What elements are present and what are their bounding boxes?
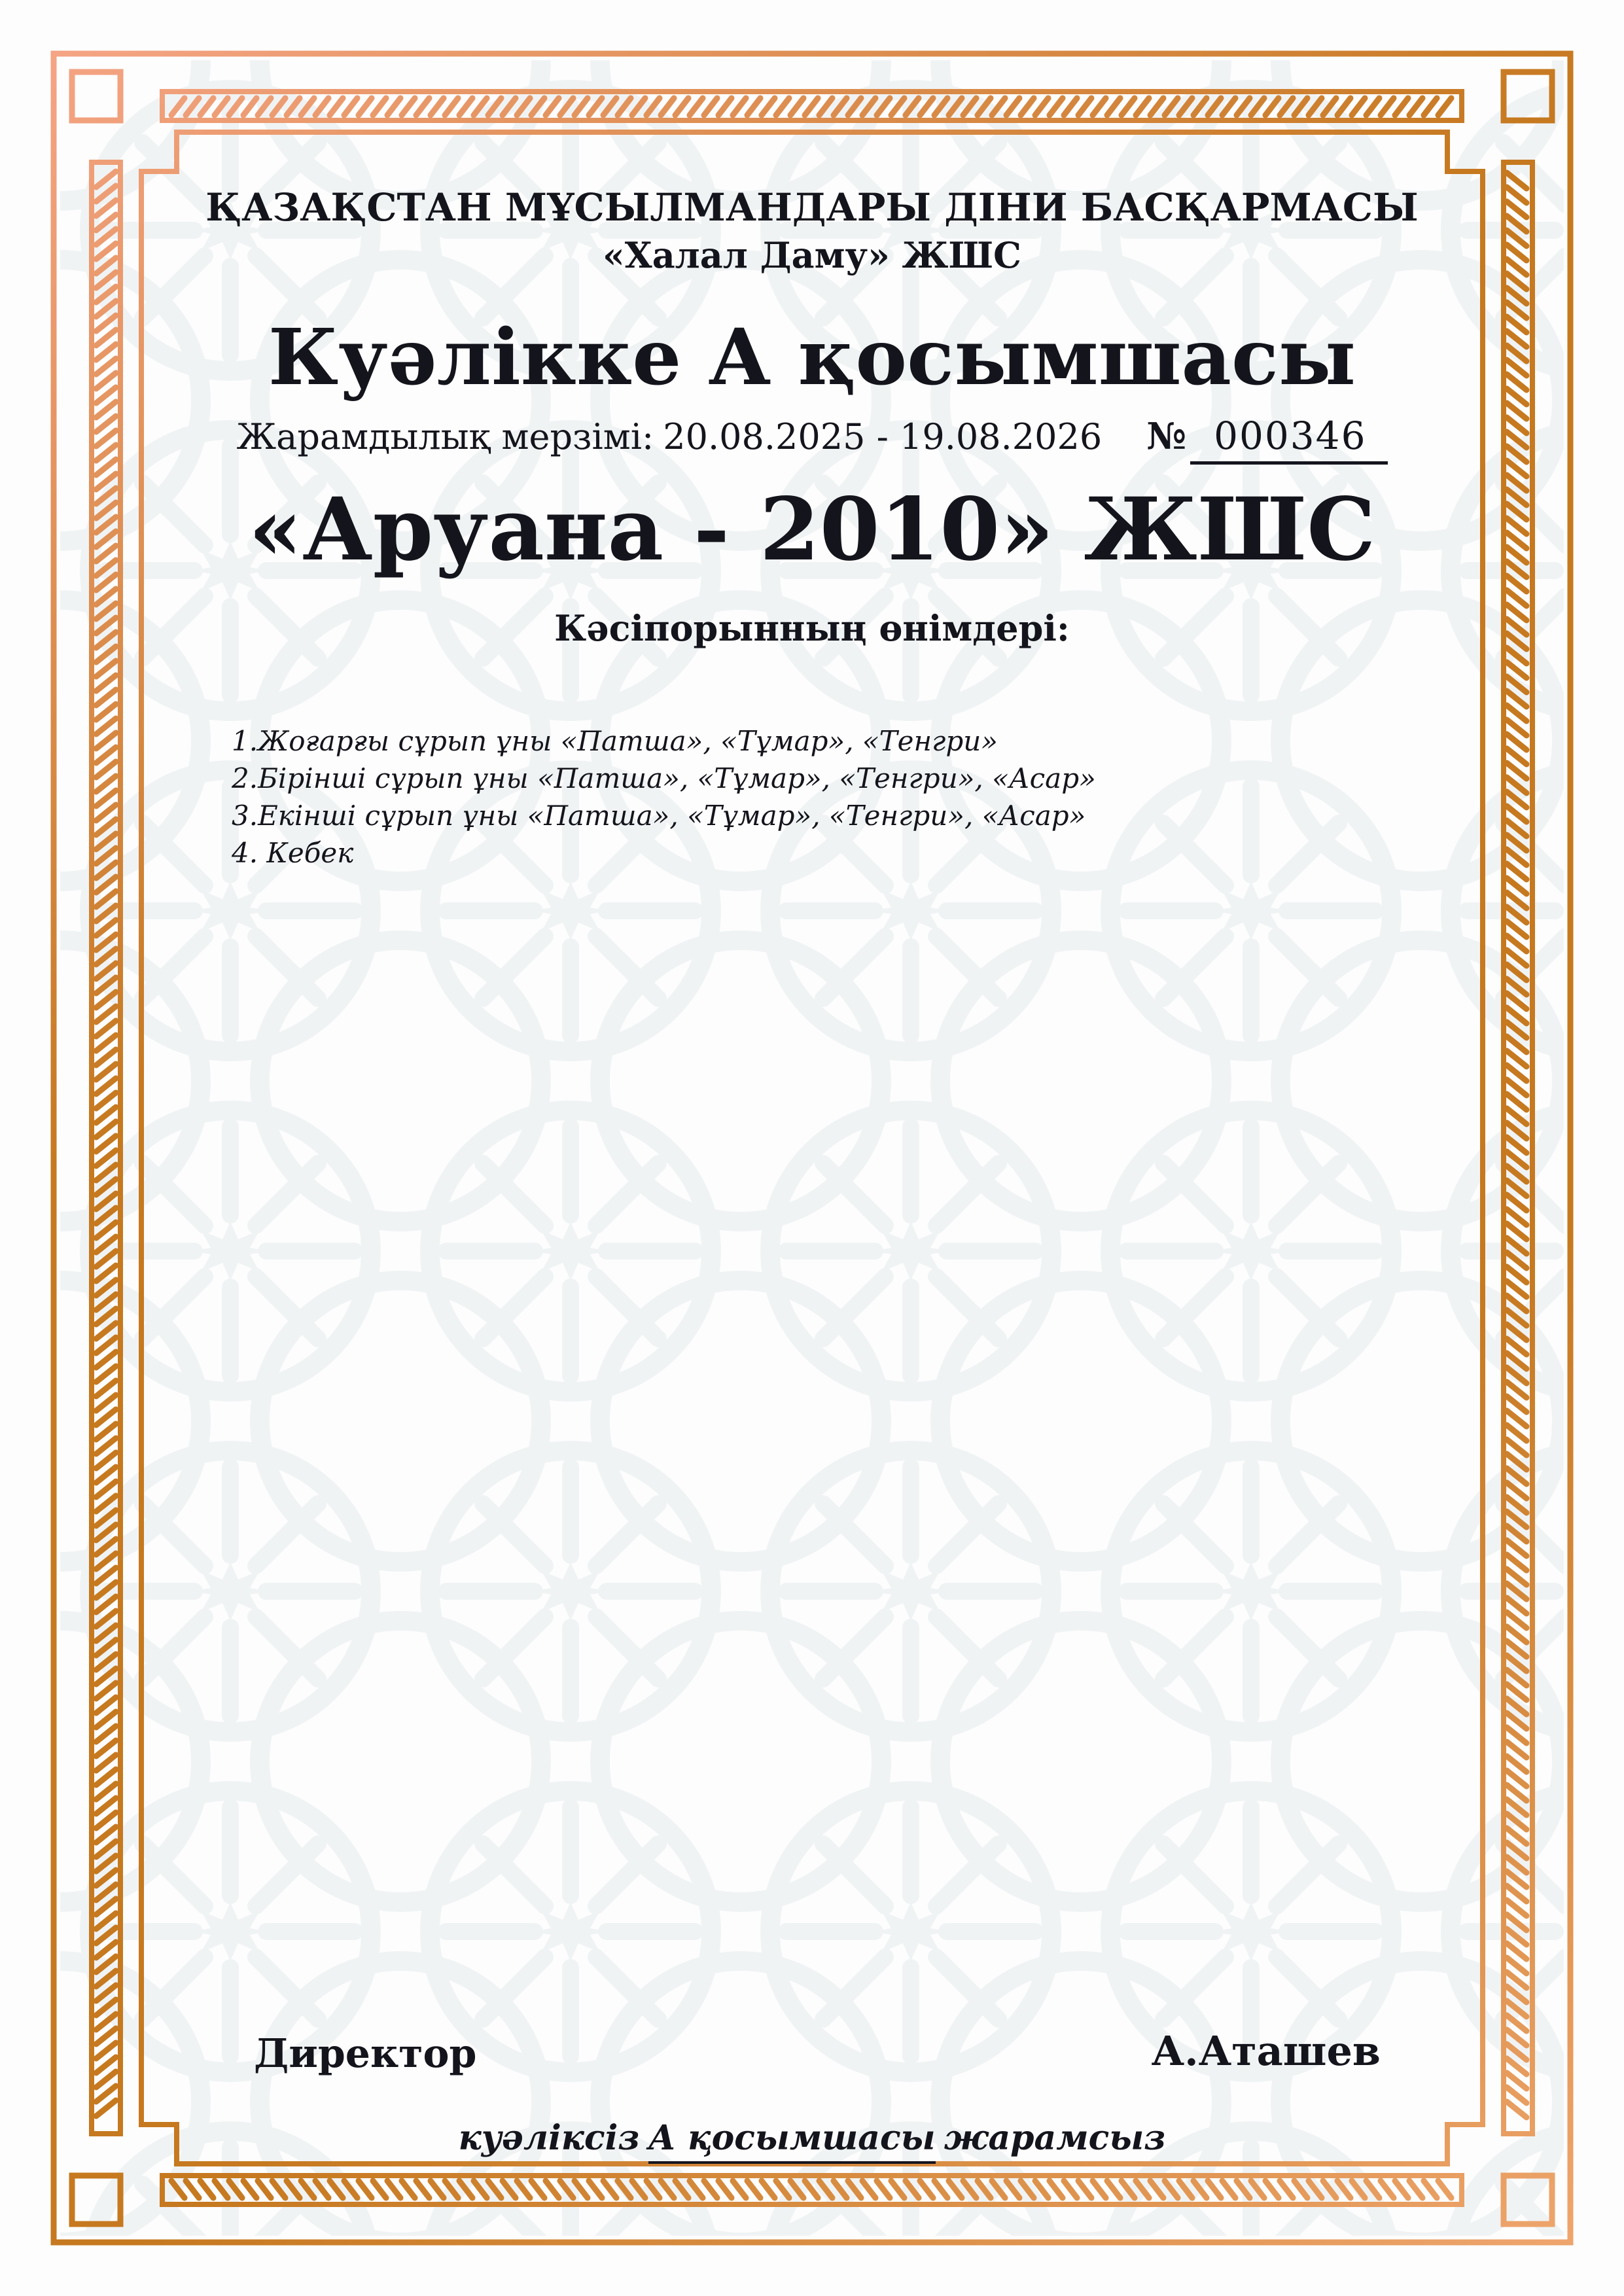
corner-square: [1504, 72, 1552, 120]
organization-name: ҚАЗАҚСТАН МҰСЫЛМАНДАРЫ ДІНИ БАСҚАРМАСЫ: [205, 185, 1419, 230]
validity-line: [0, 415, 1624, 465]
footer-underlined: А қосымшасы: [648, 2118, 936, 2164]
products-heading: Кәсіпорынның өнімдері:: [554, 607, 1070, 649]
signature-role: Директор: [254, 2031, 477, 2077]
number-sign: №: [1146, 415, 1187, 458]
validity-period: 20.08.2025 - 19.08.2026: [663, 416, 1103, 457]
corner-square: [72, 72, 120, 120]
footer-suffix: жарамсыз: [944, 2118, 1166, 2158]
company-name: «Аруана - 2010» ЖШС: [248, 479, 1376, 580]
document-title: Куәлікке А қосымшасы: [268, 311, 1356, 402]
organization-subname: «Халал Даму» ЖШС: [603, 234, 1021, 276]
validity-label: Жарамдылық мерзімі:: [236, 416, 654, 457]
product-item: 1.Жоғарғы сұрып ұны «Патша», «Тұмар», «Тенгри»: [232, 725, 998, 757]
signature-name: А.Аташев: [1151, 2027, 1381, 2075]
footer-note: [0, 2118, 1624, 2158]
corner-square: [1504, 2176, 1552, 2224]
product-item: 2.Бірінші сұрып ұны «Патша», «Тұмар», «Тенгри», «Асар»: [232, 762, 1096, 794]
product-item: 4. Кебек: [232, 837, 354, 869]
footer-prefix: куәліксіз: [458, 2118, 640, 2158]
certificate-number: 000346: [1190, 417, 1387, 465]
product-list: [232, 722, 1096, 872]
corner-square: [72, 2176, 120, 2224]
product-item: 3.Екінші сұрып ұны «Патша», «Тұмар», «Тенгри», «Асар»: [232, 800, 1086, 832]
